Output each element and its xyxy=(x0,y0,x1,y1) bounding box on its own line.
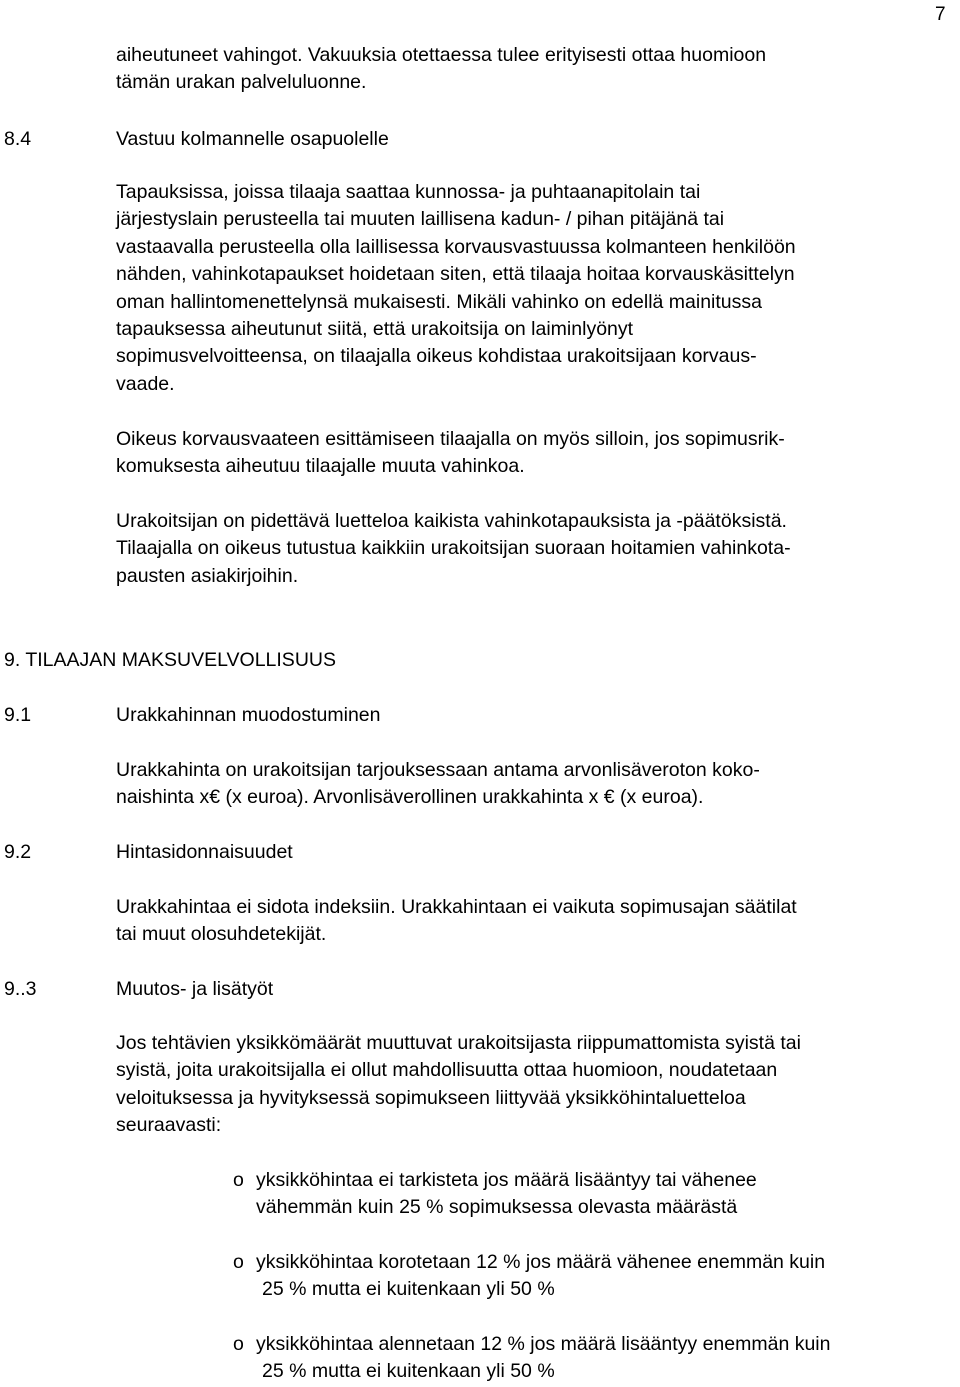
section-8-4-number: 8.4 xyxy=(4,128,32,150)
section-9-heading: 9. TILAAJAN MAKSUVELVOLLISUUS xyxy=(4,649,336,671)
text-line: Oikeus korvausvaateen esittämiseen tilaajalla on myös silloin, jos sopimusrik- xyxy=(116,428,785,450)
text-line: Urakkahintaa ei sidota indeksiin. Urakkahintaan ei vaikuta sopimusajan säätilat xyxy=(116,896,797,918)
section-8-4-paragraph-1 xyxy=(116,179,796,398)
section-8-4-paragraph-3 xyxy=(116,508,791,590)
list-bullet: o xyxy=(233,1169,244,1191)
section-9-1-number: 9.1 xyxy=(4,704,32,726)
section-8-4-title: Vastuu kolmannelle osapuolelle xyxy=(116,128,389,150)
text-line: veloituksessa ja hyvityksessä sopimukseen liittyvää yksikköhintaluetteloa xyxy=(116,1086,746,1109)
text-line: naishinta x€ (x euroa). Arvonlisäverollinen urakkahinta x € (x euroa). xyxy=(116,786,704,809)
list-item-line: 25 % mutta ei kuitenkaan yli 50 % xyxy=(262,1278,555,1301)
text-line: Tapauksissa, joissa tilaaja saattaa kunnossa- ja puhtaanapitolain tai xyxy=(116,181,701,203)
section-9-2-paragraph xyxy=(116,894,797,949)
section-9-3-paragraph xyxy=(116,1030,801,1140)
section-9-2-number: 9.2 xyxy=(4,841,32,863)
list-item xyxy=(256,1331,831,1386)
section-9-3-number: 9..3 xyxy=(4,978,37,1000)
text-line: Urakkahinta on urakoitsijan tarjouksessaan antama arvonlisäveroton koko- xyxy=(116,759,760,781)
text-line: pausten asiakirjoihin. xyxy=(116,564,299,587)
list-item xyxy=(256,1249,825,1304)
text-line: vaade. xyxy=(116,372,175,395)
text-line: tämän urakan palveluluonne. xyxy=(116,71,367,94)
page-number: 7 xyxy=(935,4,946,25)
list-item-line: yksikköhintaa ei tarkisteta jos määrä lisääntyy tai vähenee xyxy=(256,1169,757,1191)
section-9-3-title: Muutos- ja lisätyöt xyxy=(116,978,274,1000)
list-item-line: vähemmän kuin 25 % sopimuksessa olevasta määrästä xyxy=(256,1196,738,1219)
section-9-1-title: Urakkahinnan muodostuminen xyxy=(116,704,381,726)
text-line: tai muut olosuhdetekijät. xyxy=(116,923,327,946)
list-item-line: yksikköhintaa korotetaan 12 % jos määrä vähenee enemmän kuin xyxy=(256,1251,826,1273)
text-line: nähden, vahinkotapaukset hoidetaan siten, että tilaaja hoitaa korvauskäsittelyn xyxy=(116,263,795,286)
section-9-1-paragraph xyxy=(116,757,760,812)
section-8-4-paragraph-2 xyxy=(116,426,785,481)
text-line: Jos tehtävien yksikkömäärät muuttuvat urakoitsijasta riippumattomista syistä tai xyxy=(116,1032,801,1054)
text-line: vastaavalla perusteella olla laillisessa korvausvastuussa kolmanteen henkilöön xyxy=(116,235,796,258)
text-line: aiheutuneet vahingot. Vakuuksia otettaessa tulee erityisesti ottaa huomioon xyxy=(116,44,767,66)
text-line: oman hallintomenettelynsä mukaisesti. Mikäli vahinko on edellä mainitussa xyxy=(116,290,762,313)
text-line: Urakoitsijan on pidettävä luetteloa kaikista vahinkotapauksista ja -päätöksistä. xyxy=(116,510,787,532)
list-bullet: o xyxy=(233,1251,244,1273)
text-line: seuraavasti: xyxy=(116,1114,222,1137)
text-line: syistä, joita urakoitsijalla ei ollut mahdollisuutta ottaa huomioon, noudatetaan xyxy=(116,1059,778,1082)
text-line: komuksesta aiheutuu tilaajalle muuta vahinkoa. xyxy=(116,455,525,478)
text-line: sopimusvelvoitteensa, on tilaajalla oikeus kohdistaa urakoitsijaan korvaus- xyxy=(116,345,757,368)
text-line: tapauksessa aiheutunut siitä, että urakoitsija on laiminlyönyt xyxy=(116,318,634,341)
text-line: järjestyslain perusteella tai muuten laillisena kadun- / pihan pitäjänä tai xyxy=(116,208,725,231)
list-bullet: o xyxy=(233,1333,244,1355)
intro-paragraph xyxy=(116,42,766,97)
list-item-line: 25 % mutta ei kuitenkaan yli 50 % xyxy=(262,1360,555,1383)
list-item xyxy=(256,1167,757,1222)
section-9-2-title: Hintasidonnaisuudet xyxy=(116,841,293,863)
text-line: Tilaajalla on oikeus tutustua kaikkiin urakoitsijan suoraan hoitamien vahinkota- xyxy=(116,537,791,560)
list-item-line: yksikköhintaa alennetaan 12 % jos määrä lisääntyy enemmän kuin xyxy=(256,1333,831,1355)
